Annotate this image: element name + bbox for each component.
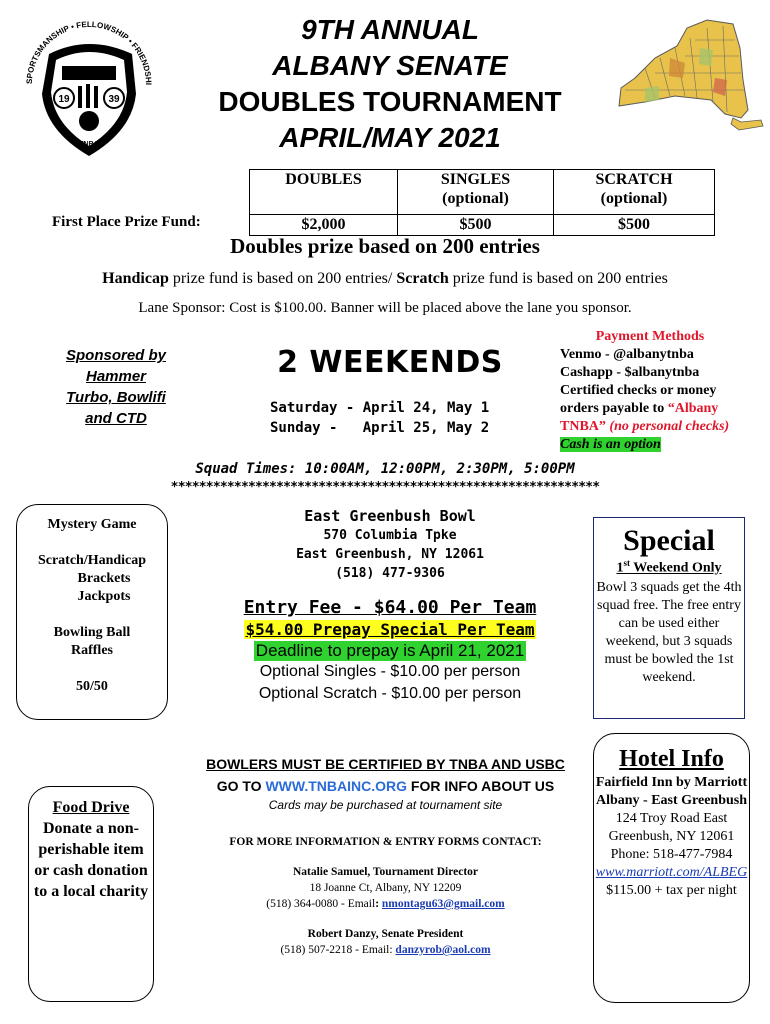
- new-york-map: [615, 18, 765, 136]
- special-heading: Special: [623, 524, 715, 557]
- payment-checks-1: Certified checks or money: [560, 383, 717, 398]
- payment-payee-1: “Albany: [667, 401, 719, 416]
- tnba-logo: [14, 6, 164, 156]
- tnba-website-link[interactable]: WWW.TNBAINC.ORG: [265, 778, 407, 794]
- payment-payee-2: TNBA”: [560, 419, 606, 434]
- payment-checks-2: orders payable to: [560, 401, 668, 416]
- weekend-dates: [270, 398, 489, 438]
- venue-city: East Greenbush, NY 12061: [296, 547, 484, 562]
- special-subheading: [594, 558, 744, 577]
- payment-venmo: Venmo - @albanytnba: [560, 347, 694, 362]
- title-line-3: DOUBLES TOURNAMENT: [218, 86, 562, 117]
- special-sub-num: 1: [616, 560, 624, 576]
- president-contact: [198, 942, 573, 958]
- special-box: [593, 517, 745, 719]
- extras-box: [16, 504, 168, 720]
- payment-methods: [560, 328, 740, 454]
- prize-header-scratch-sub: (optional): [600, 190, 668, 207]
- director-name: Natalie Samuel, Tournament Director: [292, 866, 479, 878]
- brackets-line-3: Jackpots: [77, 589, 131, 604]
- special-sub-sup: st: [623, 558, 630, 568]
- prize-value-singles: $500: [398, 215, 554, 236]
- raffle-line-2: Raffles: [71, 643, 113, 658]
- payment-heading: Payment Methods: [595, 329, 705, 344]
- cards-note: Cards may be purchased at tournament site: [268, 798, 503, 812]
- optional-scratch: Optional Scratch - $10.00 per person: [258, 685, 522, 702]
- doubles-prize-note: Doubles prize based on 200 entries: [230, 234, 540, 258]
- contact-heading: FOR MORE INFORMATION & ENTRY FORMS CONTACT:: [229, 836, 542, 848]
- food-drive-heading: Food Drive: [52, 799, 130, 816]
- title-line-1: 9TH ANNUAL: [301, 14, 479, 45]
- venue-block: [230, 506, 550, 583]
- saturday-dates: Saturday - April 24, May 1: [270, 400, 490, 416]
- prize-value-doubles: $2,000: [250, 215, 398, 236]
- president-email-link[interactable]: danzyrob@aol.com: [395, 944, 491, 956]
- hotel-box: [593, 733, 750, 1003]
- sponsor-line-4: and CTD: [85, 410, 147, 427]
- prize-fund-label: First Place Prize Fund:: [52, 214, 201, 230]
- prize-value-scratch: $500: [554, 215, 715, 236]
- sponsor-line-3: Turbo, Bowlifi: [66, 389, 166, 406]
- prize-table: [249, 169, 715, 236]
- sponsor-block: [42, 345, 190, 429]
- weekends-heading: 2 WEEKENDS: [277, 345, 503, 380]
- prize-header-doubles: [250, 170, 398, 215]
- president-name: Robert Danzy, Senate President: [307, 928, 464, 940]
- venue-phone: (518) 477-9306: [335, 566, 445, 581]
- sponsor-line-2: Hammer: [85, 368, 147, 385]
- food-drive-box: [28, 786, 154, 1002]
- prepay-special: $54.00 Prepay Special Per Team: [245, 620, 535, 639]
- president-phone: (518) 507-2218 - Email:: [280, 944, 396, 956]
- handicap-word: Handicap: [102, 270, 169, 287]
- logo-bottom-text: TNBA: [79, 141, 99, 148]
- hotel-heading: Hotel Info: [619, 746, 724, 772]
- prepay-deadline: Deadline to prepay is April 21, 2021: [255, 641, 525, 660]
- hotel-address: 124 Troy Road East Greenbush, NY 12061: [608, 811, 735, 844]
- sponsor-line-1: Sponsored by: [65, 347, 166, 364]
- star-divider: *************************************************************: [170, 480, 600, 495]
- logo-arc-text: SPORTSMANSHIP • FELLOWSHIP • FRIENDSHI: [24, 19, 154, 86]
- venue-street: 570 Columbia Tpke: [323, 528, 457, 543]
- handicap-scratch-note: [0, 270, 770, 288]
- director-contact: (518) 364-0080 - Email: nmontagu63@gmail.com: [266, 898, 505, 910]
- goto-text: GO TO: [216, 778, 266, 794]
- hotel-website-link[interactable]: www.marriott.com/ALBEG: [595, 865, 748, 880]
- hotel-price: $115.00 + tax per night: [606, 883, 737, 898]
- special-body: Bowl 3 squads get the 4th squad free. The free entry can be used either weekend, but 3 squads must be bowled the 1st weekend.: [596, 579, 742, 685]
- mystery-game: Mystery Game: [47, 517, 137, 532]
- director-email-link[interactable]: nmontagu63@gmail.com: [381, 898, 505, 910]
- scratch-word: Scratch: [396, 270, 449, 287]
- info-line: [198, 778, 573, 794]
- title-line-4: APRIL/MAY 2021: [279, 122, 501, 153]
- squad-times: Squad Times: 10:00AM, 12:00PM, 2:30PM, 5:00PM: [195, 461, 575, 477]
- prize-header-singles-label: SINGLES: [440, 171, 511, 188]
- prize-header-scratch: [554, 170, 715, 215]
- logo-year-right: 39: [108, 94, 120, 105]
- raffle-line-1: Bowling Ball: [53, 625, 131, 640]
- certification-block: [198, 756, 573, 812]
- director-address: 18 Joanne Ct, Albany, NY 12209: [309, 882, 462, 894]
- brackets-line-2: Brackets: [77, 571, 131, 586]
- lane-sponsor-note: Lane Sponsor: Cost is $100.00. Banner will be placed above the lane you sponsor.: [138, 300, 632, 316]
- hotel-name: Fairfield Inn by Marriott Albany - East Greenbush: [595, 775, 748, 808]
- hotel-phone: Phone: 518-477-7984: [610, 847, 733, 862]
- optional-singles: Optional Singles - $10.00 per person: [259, 663, 521, 680]
- handicap-text: prize fund is based on 200 entries/: [168, 270, 397, 287]
- certification-requirement: BOWLERS MUST BE CERTIFIED BY TNBA AND USBC: [206, 756, 565, 772]
- contact-block: [198, 834, 573, 958]
- entry-fee: Entry Fee - $64.00 Per Team: [243, 597, 537, 618]
- fifty-fifty: 50/50: [76, 679, 108, 694]
- fees-block: [230, 597, 550, 705]
- brackets-line-1: Scratch/Handicap: [37, 553, 147, 568]
- prize-header-doubles-label: DOUBLES: [285, 171, 362, 188]
- tournament-title: [180, 12, 600, 156]
- special-sub-rest: Weekend Only: [629, 560, 722, 576]
- director-phone: (518) 364-0080 - Email: [266, 898, 376, 910]
- logo-year-left: 19: [58, 94, 70, 105]
- payment-no-personal: (no personal checks): [605, 419, 730, 434]
- scratch-text: prize fund is based on 200 entries: [448, 270, 668, 287]
- prize-header-singles: [398, 170, 554, 215]
- prize-header-scratch-label: SCRATCH: [595, 171, 673, 188]
- payment-cash: Cash is an option: [560, 437, 661, 452]
- payment-cashapp: Cashapp - $albanytnba: [560, 365, 700, 380]
- food-drive-body: Donate a non-perishable item or cash donation to a local charity: [33, 820, 149, 900]
- sunday-dates: Sunday - April 25, May 2: [270, 420, 490, 436]
- info-text: FOR INFO ABOUT US: [407, 778, 555, 794]
- title-line-2: ALBANY SENATE: [272, 50, 508, 81]
- venue-name: East Greenbush Bowl: [304, 507, 476, 525]
- prize-header-singles-sub: (optional): [442, 190, 509, 207]
